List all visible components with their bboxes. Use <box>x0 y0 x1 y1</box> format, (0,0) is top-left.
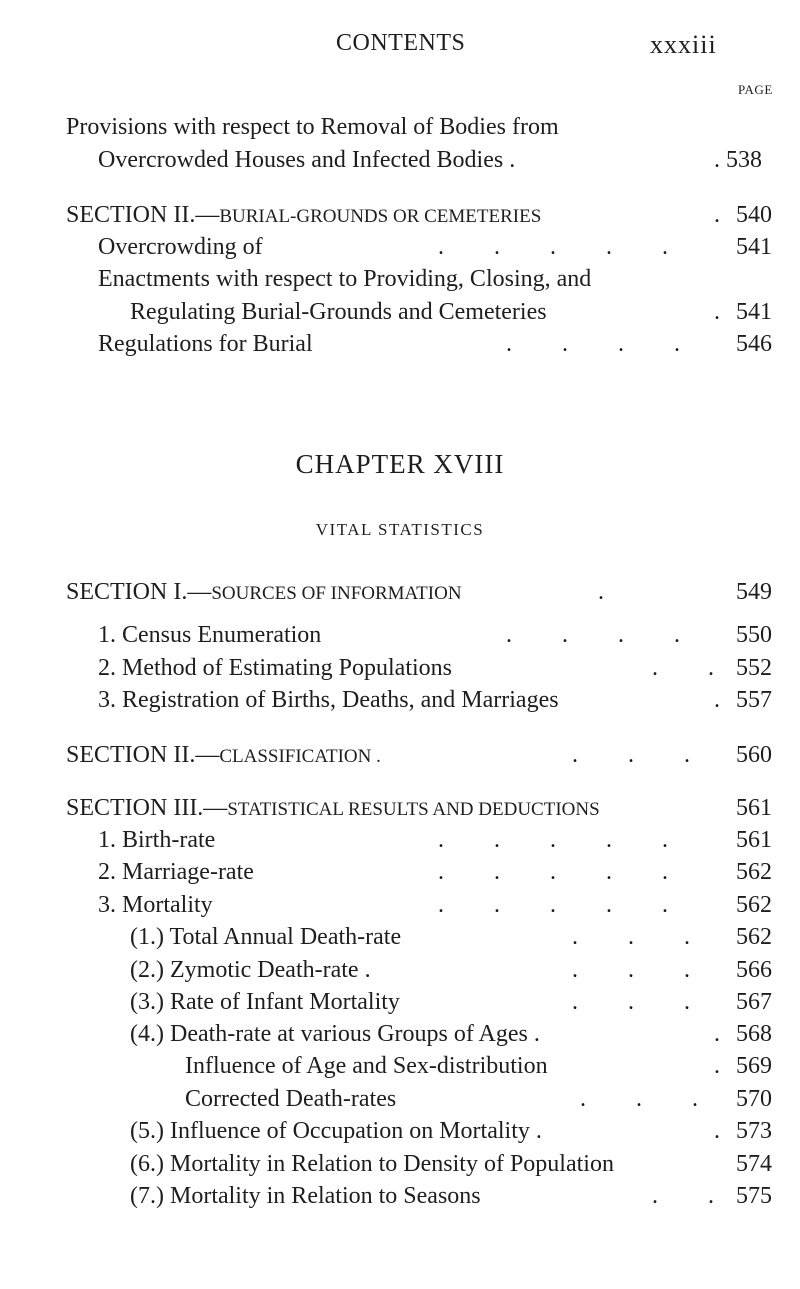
toc-dots: . <box>714 202 720 228</box>
toc-entry-page: 562 <box>736 859 772 885</box>
toc-entry-page: 562 <box>736 924 772 950</box>
toc-dots: . <box>714 687 720 713</box>
toc-entry-text: (7.) Mortality in Relation to Seasons <box>130 1183 481 1209</box>
toc-entry-text: 3. Registration of Births, Deaths, and Marriages <box>98 687 559 713</box>
toc-entry-page: 574 <box>736 1151 772 1177</box>
toc-entry-text: 2. Marriage-rate <box>98 859 254 885</box>
toc-entry-text: (2.) Zymotic Death-rate . <box>130 957 371 983</box>
toc-entry-page: 573 <box>736 1118 772 1144</box>
toc-dots: . . . . <box>506 331 680 357</box>
toc-entry-page: 560 <box>736 742 772 768</box>
toc-dots: . . . <box>572 989 690 1015</box>
toc-entry-text: 2. Method of Estimating Populations <box>98 655 452 681</box>
toc-entry-text: (3.) Rate of Infant Mortality <box>130 989 400 1015</box>
toc-dots: . <box>598 579 604 605</box>
toc-dots: . . . <box>572 742 690 768</box>
section-title: SOURCES OF INFORMATION <box>211 583 462 604</box>
toc-entry-page: 568 <box>736 1021 772 1047</box>
toc-entry-text: 3. Mortality <box>98 892 213 918</box>
toc-entry-text: Corrected Death-rates <box>185 1086 397 1112</box>
toc-entry-text: Regulations for Burial <box>98 331 313 357</box>
toc-entry-page: 561 <box>736 795 772 821</box>
toc-entry-text: Provisions with respect to Removal of Bodies from <box>66 114 559 140</box>
toc-entry-text: Influence of Age and Sex-distribution <box>185 1053 548 1079</box>
toc-entry-page: 550 <box>736 622 772 648</box>
toc-dots: . . . . . <box>438 859 668 885</box>
chapter-title: CHAPTER XVIII <box>295 449 505 479</box>
toc-entry-text: (5.) Influence of Occupation on Mortality . <box>130 1118 542 1144</box>
toc-entry-page: 552 <box>736 655 772 681</box>
toc-entry-text: Enactments with respect to Providing, Closing, and <box>98 266 592 292</box>
toc-dots: . <box>714 299 720 325</box>
toc-entry-text: (1.) Total Annual Death-rate <box>130 924 402 950</box>
toc-entry-page: 541 <box>736 299 772 325</box>
section-title: CLASSIFICATION . <box>219 746 381 767</box>
toc-entry-text: (4.) Death-rate at various Groups of Ages . <box>130 1021 540 1047</box>
toc-dots: . . . <box>572 957 690 983</box>
section-heading-classification <box>66 740 381 770</box>
toc-entry-page: 575 <box>736 1183 772 1209</box>
toc-entry-page: . 538 <box>714 147 762 173</box>
section-heading-statistical <box>66 793 600 823</box>
toc-entry-page: 569 <box>736 1053 772 1079</box>
running-header-title: CONTENTS <box>336 30 466 56</box>
toc-entry-page: 540 <box>736 202 772 228</box>
toc-dots: . . . <box>580 1086 698 1112</box>
toc-entry-text: (6.) Mortality in Relation to Density of Population <box>130 1151 614 1177</box>
section-prefix: SECTION III.— <box>66 795 228 821</box>
toc-entry-text: Overcrowding of <box>98 234 263 260</box>
section-prefix: SECTION I.— <box>66 579 212 605</box>
section-prefix: SECTION II.— <box>66 202 220 228</box>
toc-dots: . . . . . <box>438 827 668 853</box>
toc-dots: . <box>714 1053 720 1079</box>
chapter-subtitle: VITAL STATISTICS <box>315 520 485 539</box>
toc-entry-page: 561 <box>736 827 772 853</box>
toc-entry-page: 570 <box>736 1086 772 1112</box>
toc-entry-page: 549 <box>736 579 772 605</box>
toc-dots: . . <box>652 655 714 681</box>
toc-entry-page: 567 <box>736 989 772 1015</box>
toc-dots: . . . <box>572 924 690 950</box>
section-title: BURIAL-GROUNDS OR CEMETERIES <box>219 206 542 227</box>
toc-dots: . <box>714 1118 720 1144</box>
toc-entry-page: 562 <box>736 892 772 918</box>
section-prefix: SECTION II.— <box>66 742 220 768</box>
toc-entry-page: 546 <box>736 331 772 357</box>
section-heading-burial <box>66 200 541 230</box>
page-column-label: PAGE <box>738 82 773 97</box>
toc-entry-page: 541 <box>736 234 772 260</box>
section-title: STATISTICAL RESULTS AND DEDUCTIONS <box>227 799 600 820</box>
toc-entry-text: 1. Birth-rate <box>98 827 216 853</box>
toc-dots: . . <box>652 1183 714 1209</box>
toc-dots: . . . . . <box>438 234 668 260</box>
toc-dots: . . . . . <box>438 892 668 918</box>
toc-dots: . . . . <box>506 622 680 648</box>
toc-entry-text: Regulating Burial-Grounds and Cemeteries <box>130 299 547 325</box>
toc-entry-page: 557 <box>736 687 772 713</box>
section-heading-sources <box>66 577 462 607</box>
toc-dots: . <box>714 1021 720 1047</box>
page-number: xxxiii <box>650 30 717 59</box>
toc-entry-page: 566 <box>736 957 772 983</box>
toc-entry-text: Overcrowded Houses and Infected Bodies . <box>98 147 516 173</box>
toc-entry-text: 1. Census Enumeration <box>98 622 322 648</box>
